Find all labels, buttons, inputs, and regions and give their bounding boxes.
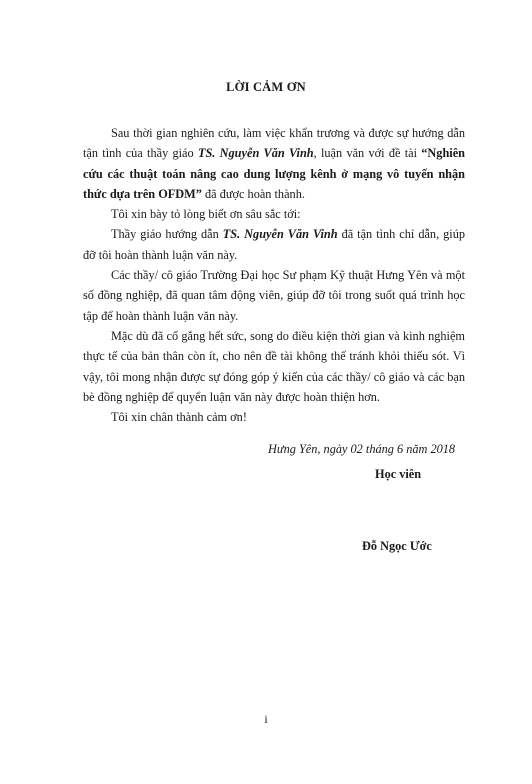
signer-name: Đỗ Ngọc Ước [362, 539, 432, 553]
thesis-title: “Nghiên cứu các thuật toán nâng cao dung lượng kênh ở mạng vô tuyến nhận thức dựa trên OFDM” [83, 146, 465, 201]
paragraph-gratitude: Tôi xin bày tỏ lòng biết ơn sâu sắc tới: [111, 207, 301, 222]
paragraph-limitations: Mặc dù đã cố gắng hết sức, song do điều kiện thời gian và kinh nghiệm thực tế của bản thân còn ít, cho nên đề tài không thể tránh khỏi thiếu sót. Vì vậy, tôi mong nhận được sự đóng góp ý kiến của các thầy/ cô giáo và các bạn bè đồng nghiệp để quyển luận văn này được hoàn thiện hơn. [83, 328, 465, 404]
supervisor-text-2: đã tận tình chỉ dẫn, giúp đỡ tôi hoàn thành luận văn này. [83, 227, 465, 262]
supervisor-name: TS. Nguyễn Văn Vinh [197, 146, 314, 161]
supervisor-text-1: Thầy giáo hướng dẫn [111, 227, 223, 242]
acknowledgement-body [83, 123, 465, 427]
paragraph-intro [83, 123, 465, 204]
intro-text-1: Sau thời gian nghiên cứu, làm việc khẩn trương và được sự hướng dẫn tận tình của thầy giáo [83, 126, 465, 161]
signer-role: Học viên [375, 467, 422, 481]
intro-text-3: đã được hoàn thành. [201, 186, 305, 201]
intro-text-2: , luận văn với đề tài [313, 146, 422, 161]
supervisor-name-2: TS. Nguyễn Văn Vinh [222, 227, 338, 242]
paragraph-teachers: Các thầy/ cô giáo Trường Đại học Sư phạm Kỹ thuật Hưng Yên và một số đồng nghiệp, đã quan tâm động viên, giúp đỡ tôi trong suốt quá trình học tập để hoàn thành luận văn này. [83, 268, 465, 323]
page-title: LỜI CẢM ƠN [226, 80, 306, 94]
place-date: Hưng Yên, ngày 02 tháng 6 năm 2018 [268, 442, 456, 456]
paragraph-supervisor [83, 224, 465, 265]
paragraph-thanks: Tôi xin chân thành cảm ơn! [111, 410, 247, 425]
page-number: i [264, 712, 268, 726]
